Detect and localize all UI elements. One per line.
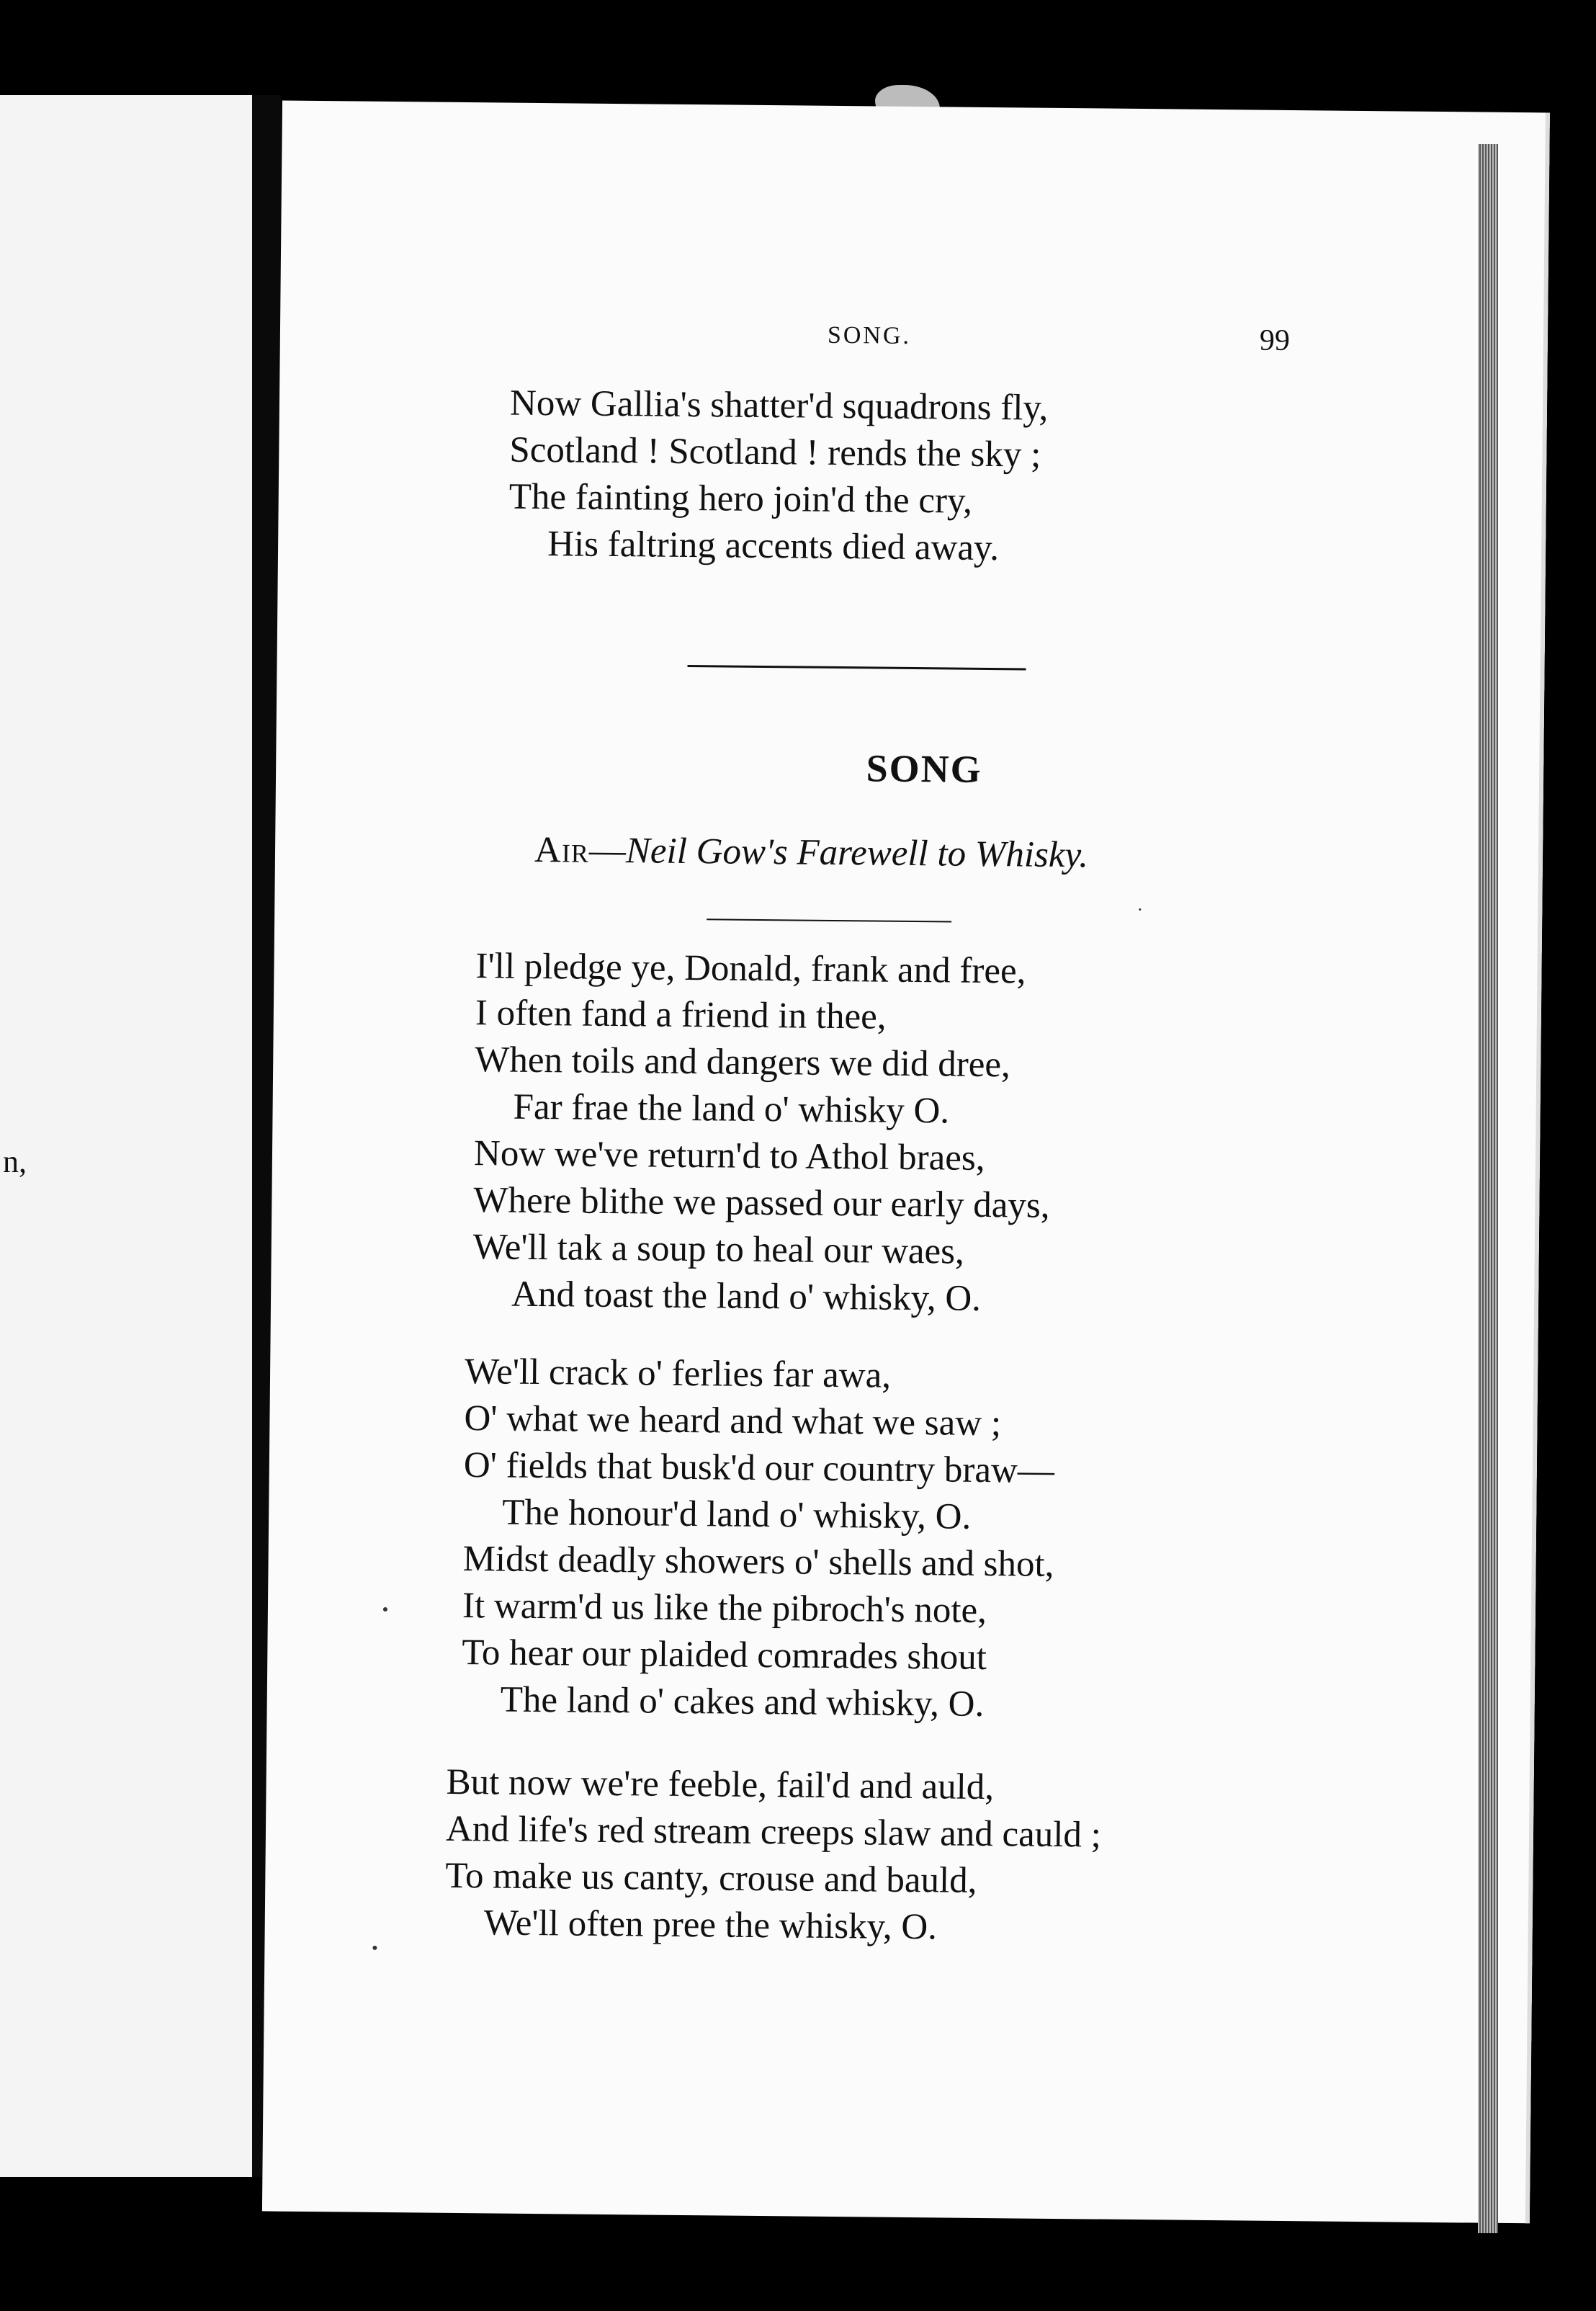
verse-line: We'll often pree the whisky, O. — [483, 1903, 938, 1948]
verse-line: Now we've return'd to Athol braes, — [473, 1133, 985, 1179]
previous-song-closing-stanza — [508, 380, 1049, 573]
air-attribution — [534, 829, 1089, 876]
stanza-3 — [444, 1759, 1101, 1953]
stanza-1 — [472, 943, 1052, 1323]
ink-speck — [1139, 908, 1141, 911]
page-number: 99 — [1259, 323, 1291, 357]
right-page — [262, 101, 1550, 2224]
verse-line: Scotland ! Scotland ! rends the sky ; — [509, 429, 1041, 475]
air-label: Air — [534, 829, 590, 871]
verse-line: It warm'd us like the pibroch's note, — [462, 1586, 987, 1632]
song-title: SONG — [866, 746, 982, 791]
verse-line: The fainting hero join'd the cry, — [508, 476, 973, 522]
left-facing-page — [0, 95, 254, 2177]
verse-line: The honour'd land o' whisky, O. — [501, 1492, 972, 1537]
ink-speck — [372, 1946, 377, 1950]
verse-line: Where blithe we passed our early days, — [473, 1180, 1050, 1226]
running-title: SONG. — [827, 321, 912, 349]
verse-line: And toast the land o' whisky, O. — [511, 1274, 982, 1319]
running-head — [280, 317, 1548, 372]
verse-line: To hear our plaided comrades shout — [462, 1632, 987, 1679]
verse-line: To make us canty, crouse and bauld, — [445, 1855, 977, 1901]
verse-line: The land o' cakes and whisky, O. — [500, 1679, 985, 1725]
verse-line: Midst deadly showers o' shells and shot, — [462, 1539, 1054, 1585]
verse-line: We'll crack o' ferlies far awa, — [464, 1351, 892, 1396]
air-dash: — — [588, 830, 627, 872]
ink-speck — [383, 1607, 387, 1612]
left-page-text-fragment: n, — [3, 1144, 27, 1179]
verse-line: O' fields that busk'd our country braw— — [463, 1445, 1055, 1491]
page-stack-edge — [1478, 144, 1498, 2233]
verse-line: I often fand a friend in thee, — [475, 993, 887, 1037]
title-underline-rule — [707, 918, 951, 922]
verse-line: We'll tak a soup to heal our waes, — [472, 1227, 965, 1272]
verse-line: Far frae the land o' whisky O. — [513, 1086, 950, 1132]
verse-line: O' what we heard and what we saw ; — [464, 1398, 1002, 1444]
verse-line: And life's red stream creeps slaw and cauld ; — [445, 1808, 1102, 1856]
verse-line: His faltring accents died away. — [547, 524, 1000, 569]
stanza-2 — [461, 1349, 1056, 1729]
verse-line: I'll pledge ye, Donald, frank and free, — [475, 946, 1026, 992]
verse-line: Now Gallia's shatter'd squadrons fly, — [509, 383, 1049, 429]
verse-line: But now we're feeble, fail'd and auld, — [446, 1761, 995, 1808]
verse-line: When toils and dangers we did dree, — [475, 1040, 1011, 1086]
section-divider-rule — [688, 665, 1026, 671]
air-tune-name: Neil Gow's Farewell to Whisky. — [625, 831, 1089, 876]
